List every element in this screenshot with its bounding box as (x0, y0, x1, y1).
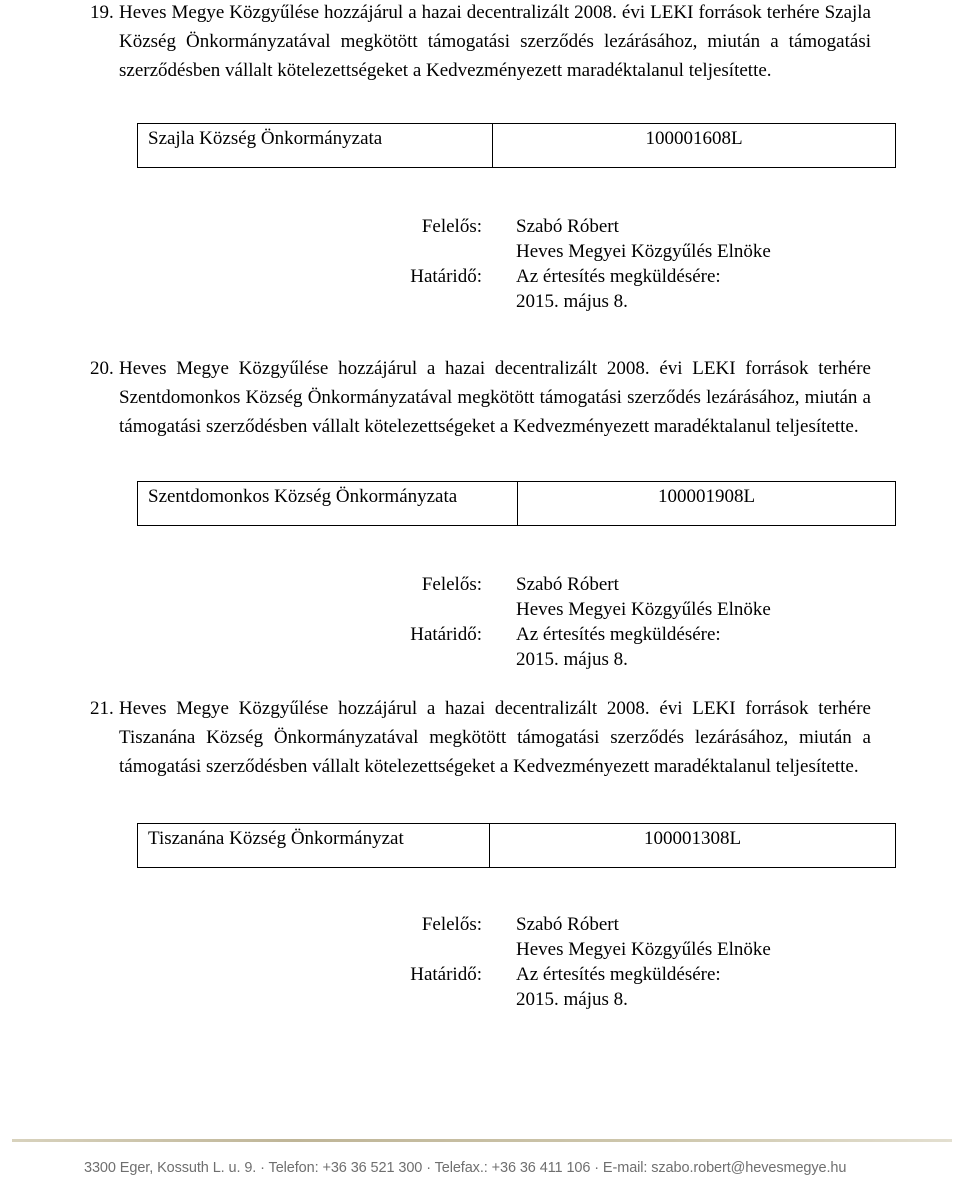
deadline-label: Határidő: (410, 964, 482, 985)
responsible-label: Felelős: (421, 216, 482, 237)
deadline-text: Az értesítés megküldésére: (516, 266, 721, 287)
beneficiary-code: 100001308L (643, 828, 742, 849)
item-number: 21. (90, 698, 114, 719)
responsible-name: Szabó Róbert (516, 574, 619, 595)
deadline-date: 2015. május 8. (516, 989, 628, 1010)
responsible-title: Heves Megyei Közgyűlés Elnöke (516, 599, 771, 620)
deadline-text: Az értesítés megküldésére: (516, 964, 721, 985)
beneficiary-table (137, 823, 896, 868)
beneficiary-code: 100001908L (657, 486, 756, 507)
responsible-title: Heves Megyei Közgyűlés Elnöke (516, 939, 771, 960)
deadline-date: 2015. május 8. (516, 291, 628, 312)
beneficiary-table (137, 123, 896, 168)
deadline-date: 2015. május 8. (516, 649, 628, 670)
deadline-label: Határidő: (410, 624, 482, 645)
responsible-name: Szabó Róbert (516, 914, 619, 935)
resolution-text: Heves Megye Közgyűlése hozzájárul a hazai decentralizált 2008. évi LEKI források terhére Tiszanána Község Önkormányzatával megkötött támogatási szerződés lezárásához, miután a támogatási szerződésben vállalt kötelezettségeket a Kedvezményezett maradéktalanul teljesítette. (119, 698, 871, 777)
responsible-title: Heves Megyei Közgyűlés Elnöke (516, 241, 771, 262)
resolution-text: Heves Megye Közgyűlése hozzájárul a hazai decentralizált 2008. évi LEKI források terhére Szentdomonkos Község Önkormányzatával megkötött támogatási szerződés lezárásához, miután a támogatási szerződésben vállalt kötelezettségeket a Kedvezményezett maradéktalanul teljesítette. (119, 358, 871, 437)
item-number: 20. (90, 358, 114, 379)
resolution-text: Heves Megye Közgyűlése hozzájárul a hazai decentralizált 2008. évi LEKI források terhére Szajla Község Önkormányzatával megkötött támogatási szerződés lezárásához, miután a támogatási szerződésben vállalt kötelezettségeket a Kedvezményezett maradéktalanul teljesítette. (119, 2, 871, 81)
beneficiary-name: Tiszanána Község Önkormányzat (138, 824, 490, 867)
footer-divider (12, 1139, 952, 1142)
deadline-text: Az értesítés megküldésére: (516, 624, 721, 645)
deadline-label: Határidő: (410, 266, 482, 287)
footer-contact: 3300 Eger, Kossuth L. u. 9. · Telefon: +36 36 521 300 · Telefax.: +36 36 411 106 · E-mail: szabo.robert@hevesmegye.hu (84, 1160, 847, 1176)
beneficiary-table (137, 481, 896, 526)
responsible-label: Felelős: (421, 914, 482, 935)
responsible-label: Felelős: (421, 574, 482, 595)
item-number: 19. (90, 2, 114, 23)
beneficiary-code: 100001608L (645, 128, 743, 149)
beneficiary-name: Szajla Község Önkormányzata (138, 124, 493, 167)
beneficiary-name: Szentdomonkos Község Önkormányzata (138, 482, 518, 525)
responsible-name: Szabó Róbert (516, 216, 619, 237)
